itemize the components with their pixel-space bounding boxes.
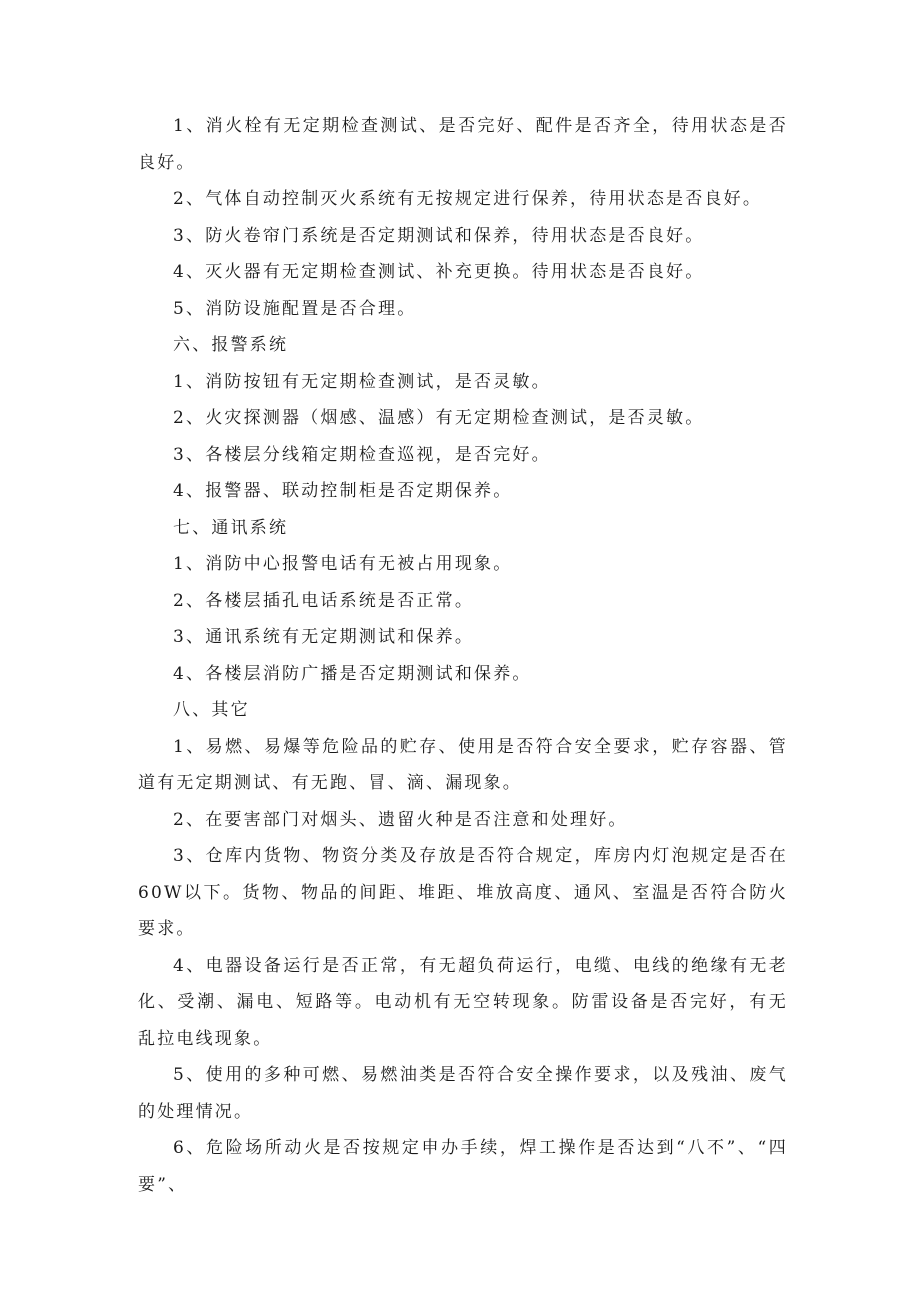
paragraph-junction-box: 3、各楼层分线箱定期检查巡视，是否完好。 bbox=[173, 444, 551, 465]
paragraph-broadcast: 4、各楼层消防广播是否定期测试和保养。 bbox=[173, 663, 532, 684]
section-heading-other: 八、其它 bbox=[173, 700, 250, 720]
paragraph-cigarette-butts: 2、在要害部门对烟头、遗留火种是否注意和处理好。 bbox=[173, 809, 628, 830]
paragraph-hydrant-check: 1、消火栓有无定期检查测试、是否完好、配件是否齐全，待用状态是否良好。 bbox=[138, 116, 788, 173]
paragraph-gas-extinguishing: 2、气体自动控制灭火系统有无按规定进行保养，待用状态是否良好。 bbox=[173, 189, 763, 209]
paragraph-electrical: 4、电器设备运行是否正常，有无超负荷运行，电缆、电线的绝缘有无老化、受潮、漏电、短路等。电动机有无空转现象。防雷设备是否完好，有无乱拉电线现象。 bbox=[138, 955, 788, 1049]
paragraph-alarm-control: 4、报警器、联动控制柜是否定期保养。 bbox=[173, 481, 513, 501]
section-heading-alarm-system: 六、报警系统 bbox=[173, 335, 289, 355]
paragraph-comm-maintenance: 3、通讯系统有无定期测试和保养。 bbox=[173, 627, 475, 647]
paragraph-flammable-oil: 5、使用的多种可燃、易燃油类是否符合安全操作要求，以及残油、废气的处理情况。 bbox=[138, 1065, 788, 1122]
paragraph-jack-phone: 2、各楼层插孔电话系统是否正常。 bbox=[173, 590, 475, 611]
paragraph-fire-button: 1、消防按钮有无定期检查测试，是否灵敏。 bbox=[173, 371, 551, 392]
paragraph-hazardous-storage: 1、易燃、易爆等危险品的贮存、使用是否符合安全要求，贮存容器、管道有无定期测试、有无跑、冒、滴、漏现象。 bbox=[138, 736, 788, 793]
paragraph-fire-detector: 2、火灾探测器（烟感、温感）有无定期检查测试，是否灵敏。 bbox=[173, 408, 705, 428]
paragraph-facility-config: 5、消防设施配置是否合理。 bbox=[173, 298, 417, 319]
paragraph-fire-shutter: 3、防火卷帘门系统是否定期测试和保养，待用状态是否良好。 bbox=[173, 225, 705, 246]
paragraph-warehouse: 3、仓库内货物、物资分类及存放是否符合规定，库房内灯泡规定是否在60W以下。货物、物品的间距、堆距、堆放高度、通风、室温是否符合防火要求。 bbox=[138, 846, 788, 939]
paragraph-hot-work: 6、危险场所动火是否按规定申办手续，焊工操作是否达到“八不”、“四要”、 bbox=[138, 1138, 788, 1195]
section-heading-communication: 七、通讯系统 bbox=[173, 517, 289, 538]
paragraph-alarm-phone: 1、消防中心报警电话有无被占用现象。 bbox=[173, 554, 513, 574]
paragraph-extinguisher: 4、灭火器有无定期检查测试、补充更换。待用状态是否良好。 bbox=[173, 262, 705, 282]
document-page bbox=[138, 108, 788, 1203]
